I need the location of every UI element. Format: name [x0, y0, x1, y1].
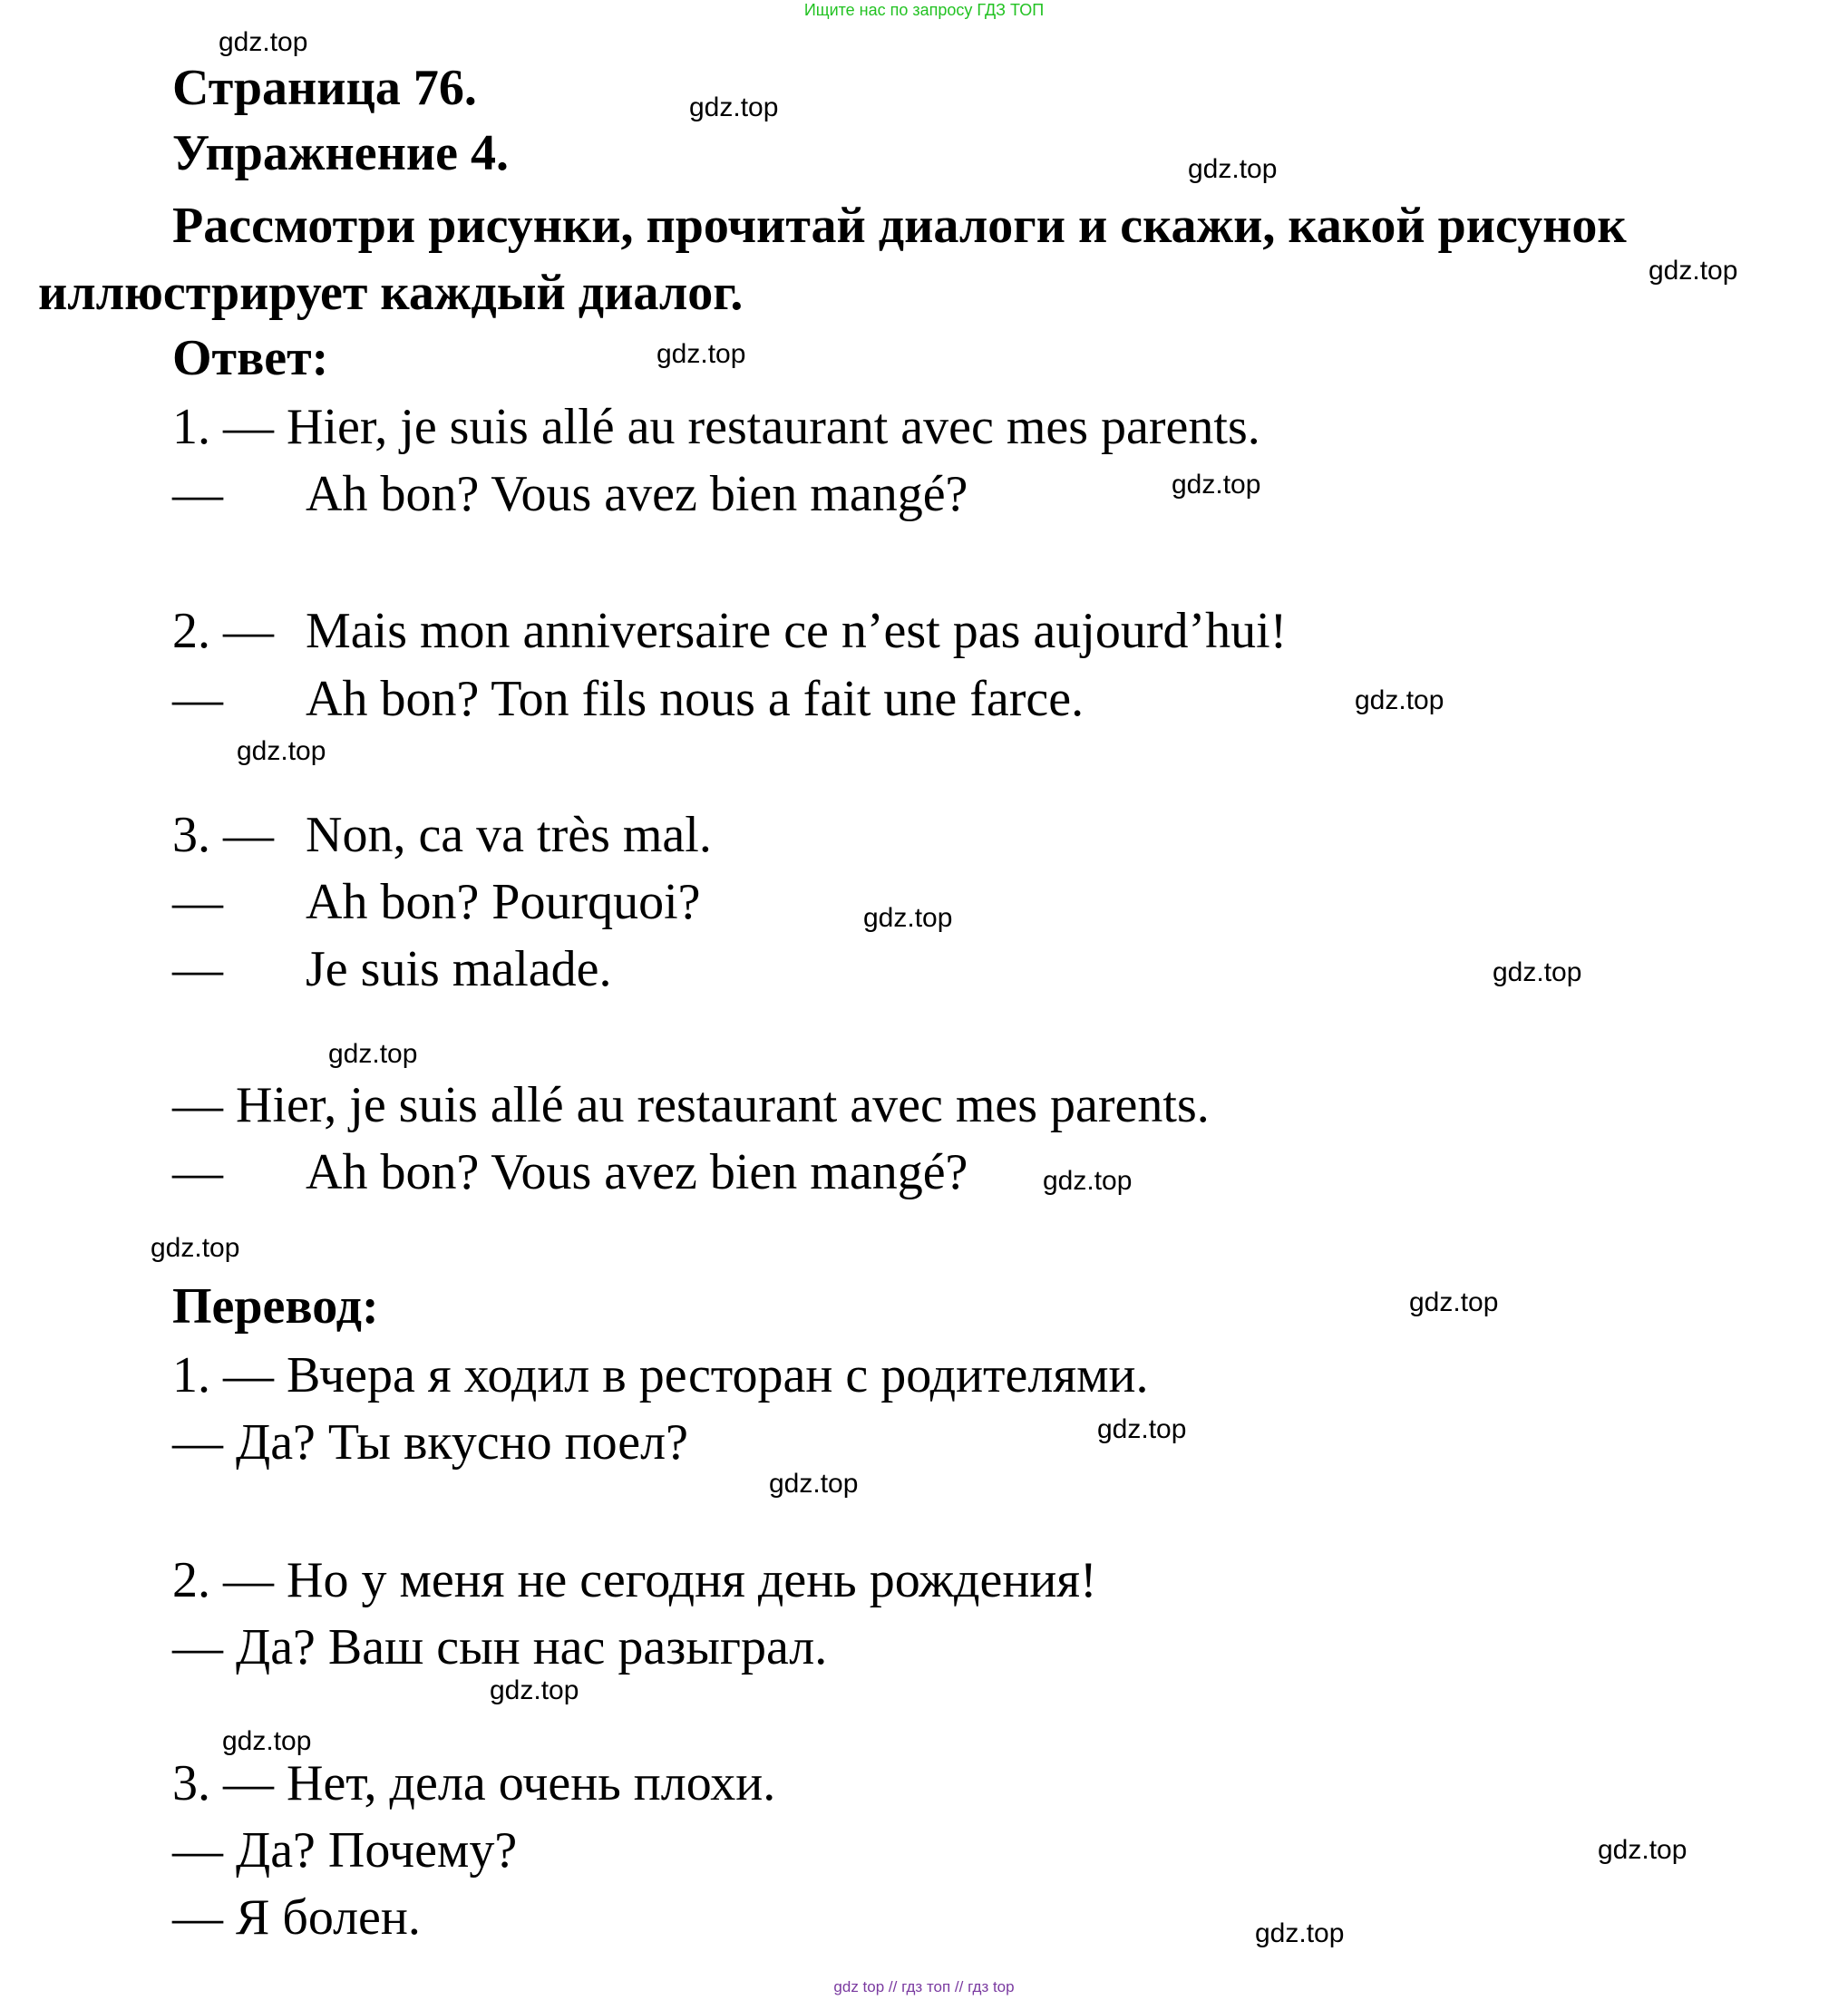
watermark: gdz.top	[151, 1233, 240, 1263]
watermark: gdz.top	[237, 736, 326, 766]
watermark: gdz.top	[1598, 1835, 1688, 1865]
watermark: gdz.top	[1493, 957, 1582, 987]
watermark: gdz.top	[328, 1039, 418, 1069]
watermark: gdz.top	[1097, 1414, 1187, 1444]
translation-heading: Перевод:	[172, 1278, 379, 1335]
watermark: gdz.top	[1649, 256, 1738, 286]
watermark: gdz.top	[657, 339, 746, 369]
task-line-2: иллюстрирует каждый диалог.	[38, 265, 744, 321]
answer-heading: Ответ:	[172, 330, 329, 386]
watermark: gdz.top	[222, 1726, 312, 1756]
watermark: gdz.top	[219, 27, 308, 57]
answer-dialog3-line1: Non, ca va très mal.	[306, 807, 712, 863]
exercise-title: Упражнение 4.	[172, 125, 510, 181]
answer-dialog2-line2: Ah bon? Ton fils nous a fait une farce.	[306, 671, 1084, 727]
answer-repeat-dash2: —	[172, 1144, 223, 1200]
answer-dialog1-line2: Ah bon? Vous avez bien mangé?	[306, 466, 968, 522]
answer-dialog1-dash2: —	[172, 466, 223, 522]
answer-dialog3-line2: Ah bon? Pourquoi?	[306, 874, 701, 930]
task-text	[38, 192, 1804, 326]
watermark: gdz.top	[1172, 470, 1261, 500]
answer-dialog2-line1: Mais mon anniversaire ce n’est pas aujourd’hui!	[306, 603, 1288, 659]
answer-repeat-line2: Ah bon? Vous avez bien mangé?	[306, 1144, 968, 1200]
watermark: gdz.top	[1255, 1918, 1345, 1948]
translation-dialog3-line3: — Я болен.	[172, 1889, 421, 1946]
watermark: gdz.top	[1043, 1166, 1133, 1196]
answer-repeat-line1: — Hier, je suis allé au restaurant avec mes parents.	[172, 1077, 1210, 1133]
translation-dialog1-line1: 1. — Вчера я ходил в ресторан с родителями.	[172, 1347, 1149, 1403]
translation-dialog2-line2: — Да? Ваш сын нас разыграл.	[172, 1619, 828, 1675]
answer-dialog3-line3: Je suis malade.	[306, 941, 612, 997]
translation-dialog3-line2: — Да? Почему?	[172, 1822, 518, 1879]
watermark: gdz.top	[863, 903, 953, 933]
watermark: gdz.top	[1355, 685, 1444, 715]
answer-dialog2-dash2: —	[172, 671, 223, 727]
watermark: gdz.top	[769, 1469, 859, 1499]
answer-dialog3-dash2: —	[172, 874, 223, 930]
footer-links[interactable]: gdz top // гдз топ // гдз top	[833, 1978, 1015, 1995]
translation-dialog2-line1: 2. — Но у меня не сегодня день рождения!	[172, 1552, 1097, 1608]
watermark: gdz.top	[490, 1675, 579, 1705]
answer-dialog3-dash3: —	[172, 941, 223, 997]
translation-dialog1-line2: — Да? Ты вкусно поел?	[172, 1414, 688, 1471]
translation-dialog3-line1: 3. — Нет, дела очень плохи.	[172, 1755, 776, 1811]
answer-dialog1-line1: 1. — Hier, je suis allé au restaurant avec mes parents.	[172, 399, 1260, 455]
answer-dialog2-prefix: 2. —	[172, 603, 274, 659]
watermark: gdz.top	[689, 92, 779, 122]
top-banner-link[interactable]: Ищите нас по запросу ГДЗ ТОП	[803, 1, 1045, 19]
answer-dialog3-prefix: 3. —	[172, 807, 274, 863]
page-title: Страница 76.	[172, 60, 477, 116]
watermark: gdz.top	[1188, 154, 1278, 184]
task-line-1: Рассмотри рисунки, прочитай диалоги и скажи, какой рисунок	[172, 198, 1627, 254]
watermark: gdz.top	[1409, 1287, 1499, 1317]
